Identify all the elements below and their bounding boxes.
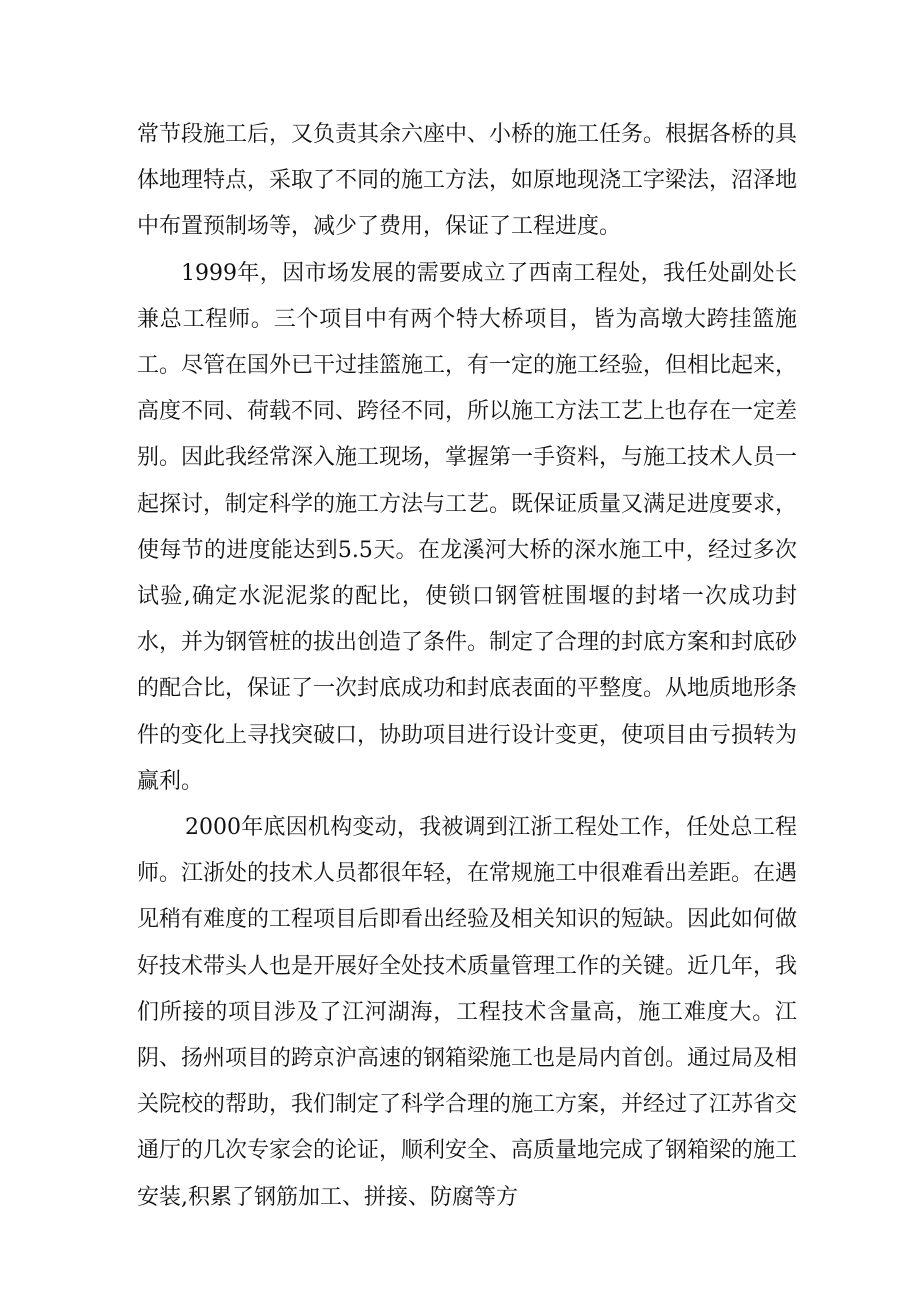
paragraph-3: 2000年底因机构变动，我被调到江浙工程处工作，任处总工程师。江浙处的技术人员都很年轻，在常规施工中很难看出差距。在遇见稍有难度的工程项目后即看出经验及相关知识的短缺。因此如何做好技术带头人也是开展好全处技术质量管理工作的关键。近几年，我们所接的项目涉及了江河湖海，工程技术含量高，施工难度大。江阴、扬州项目的跨京沪高速的钢箱梁施工也是局内首创。通过局及相关院校的帮助，我们制定了科学合理的施工方案，并经过了江苏省交通厅的几次专家会的论证，顺利安全、高质量地完成了钢箱梁的施工安装,积累了钢筋加工、拼接、防腐等方 <box>137 815 798 1210</box>
paragraph-2: 1999年，因市场发展的需要成立了西南工程处，我任处副处长兼总工程师。三个项目中有两个特大桥项目，皆为高墩大跨挂篮施工。尽管在国外已干过挂篮施工，有一定的施工经验，但相比起来，高度不同、荷载不同、跨径不同，所以施工方法工艺上也存在一定差别。因此我经常深入施工现场，掌握第一手资料，与施工技术人员一起探讨，制定科学的施工方法与工艺。既保证质量又满足进度要求，使每节的进度能达到5.5天。在龙溪河大桥的深水施工中，经过多次试验,确定水泥泥浆的配比，使锁口钢管桩围堰的封堵一次成功封水，并为钢管桩的拔出创造了条件。制定了合理的封底方案和封底砂的配合比，保证了一次封底成功和封底表面的平整度。从地质地形条件的变化上寻找突破口，协助项目进行设计变更，使项目由亏损转为赢利。 <box>137 260 798 794</box>
paragraph-1: 常节段施工后，又负责其余六座中、小桥的施工任务。根据各桥的具体地理特点，采取了不同的施工方法，如原地现浇工字梁法，沼泽地中布置预制场等，减少了费用，保证了工程进度。 <box>137 122 798 240</box>
document-body <box>137 112 797 1221</box>
